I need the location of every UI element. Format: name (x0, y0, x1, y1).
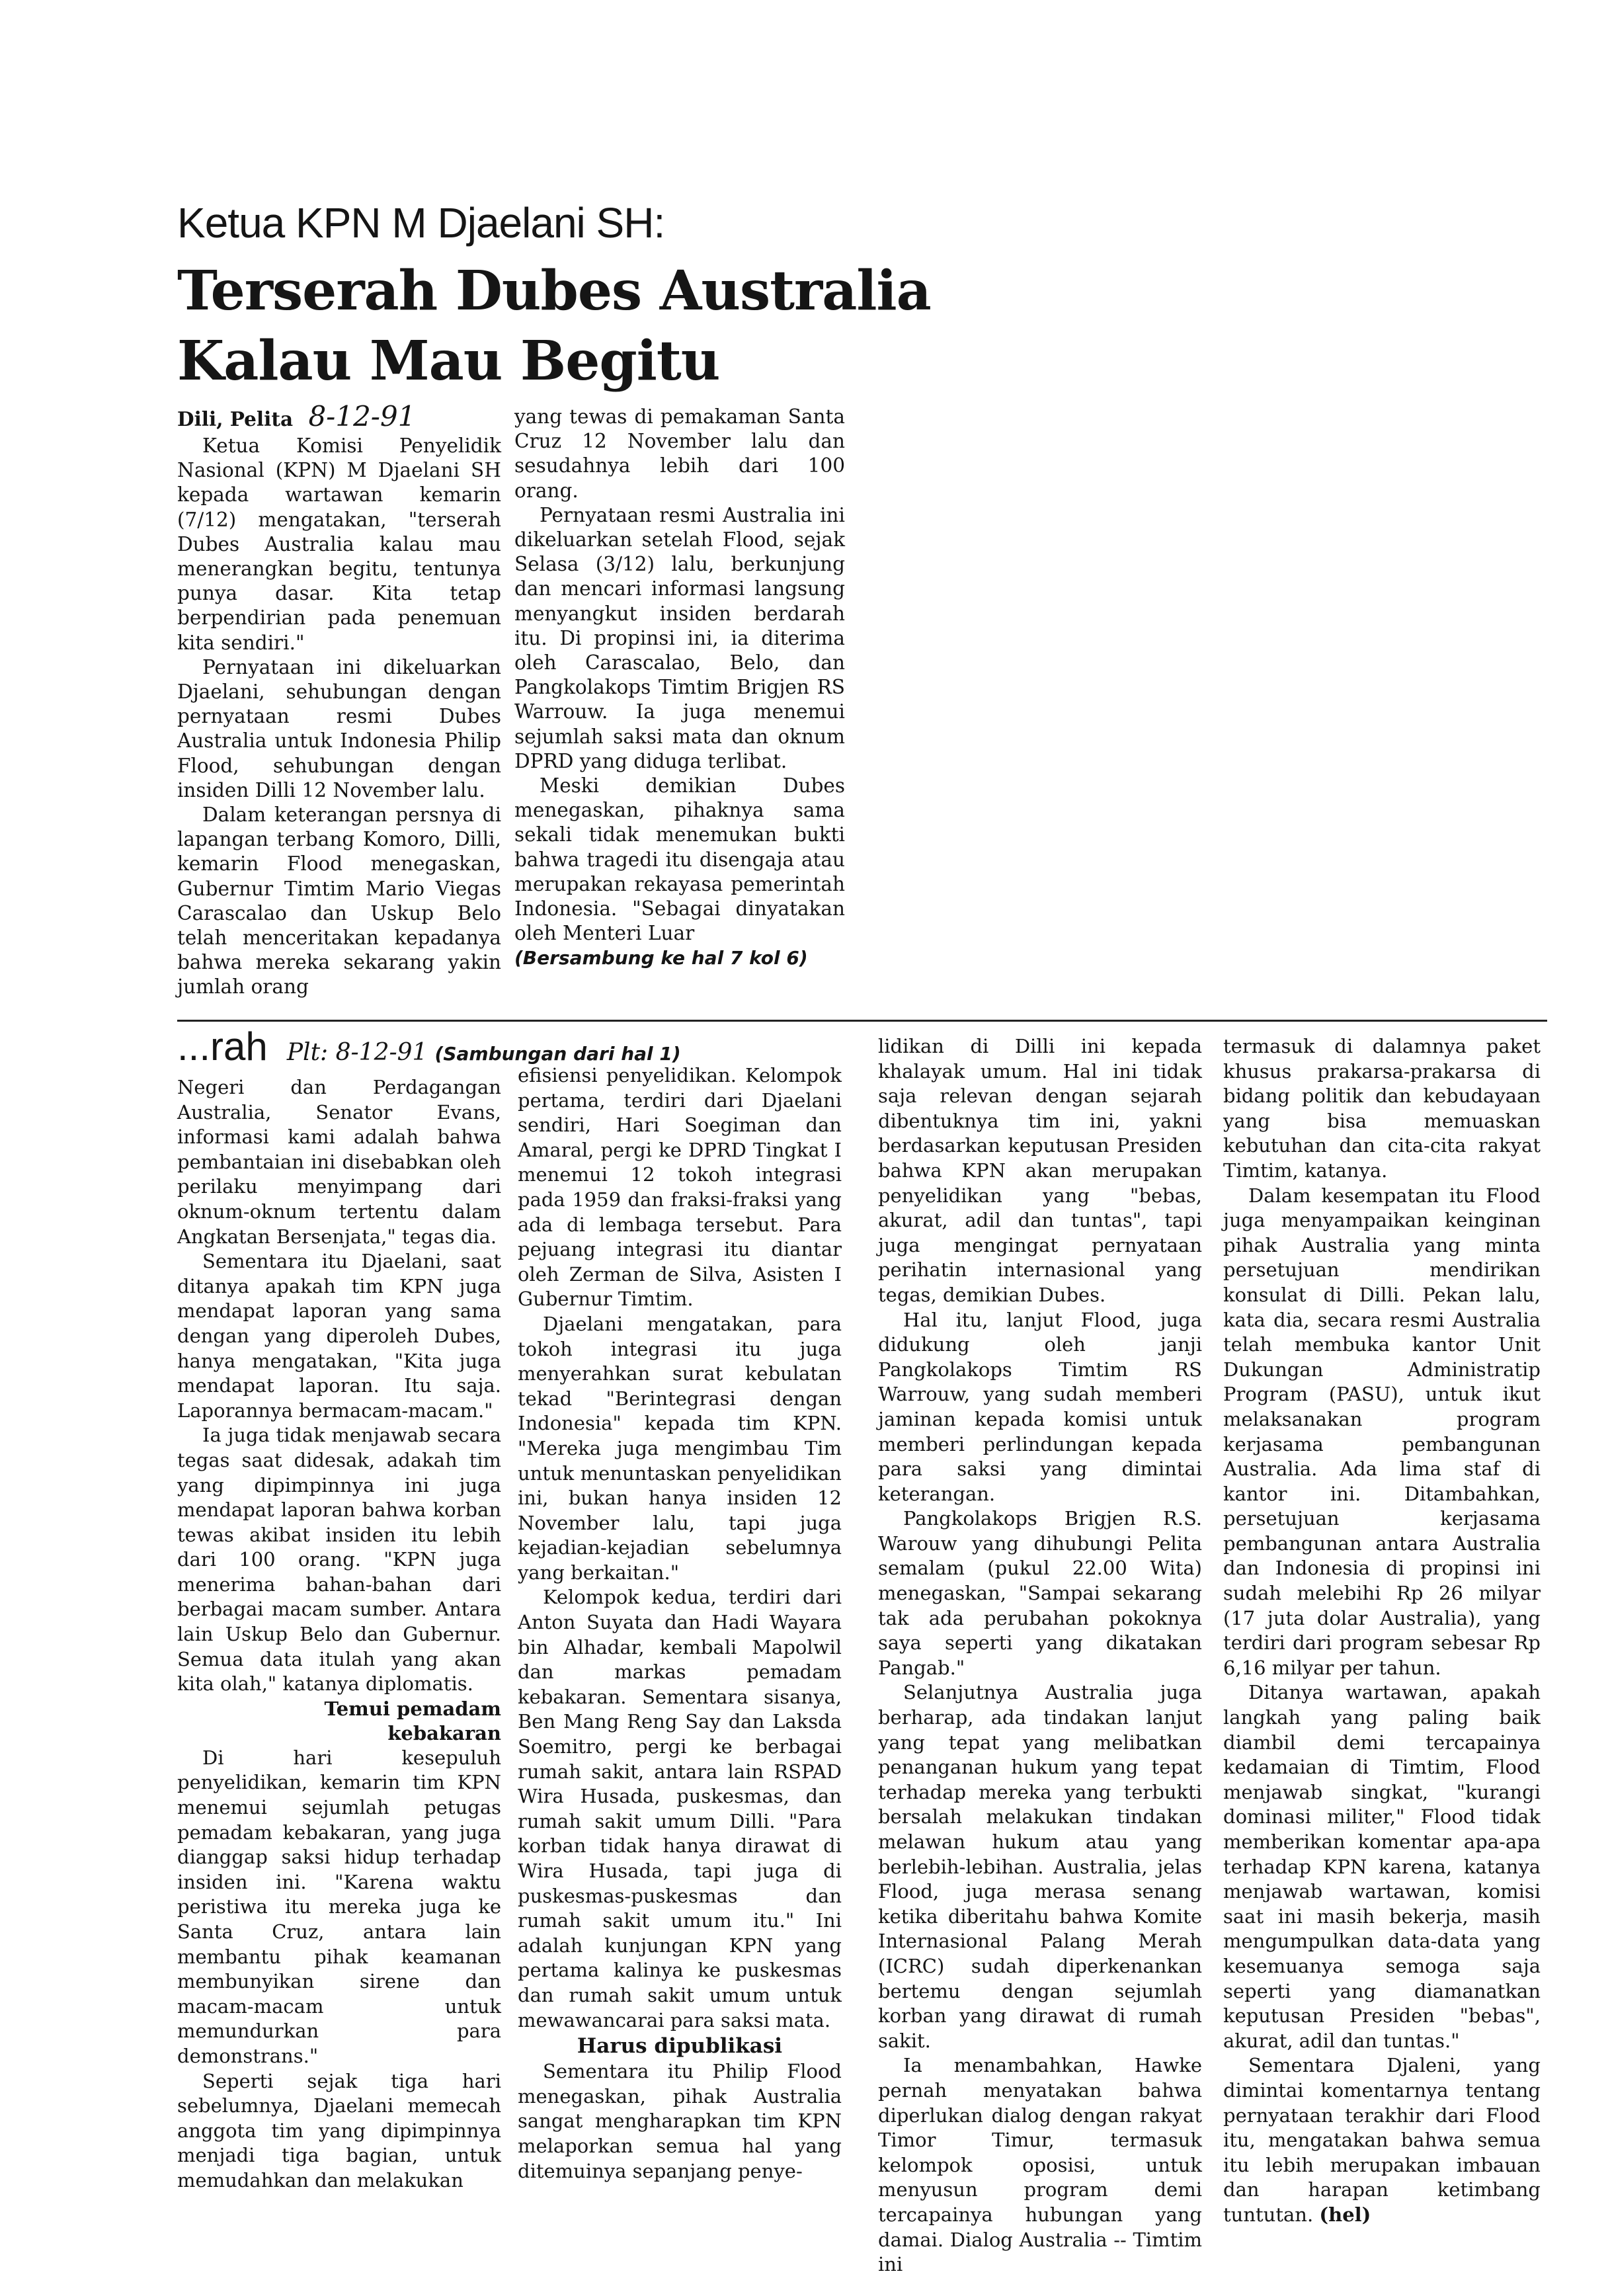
paragraph-with-byline (1223, 2053, 1541, 2227)
paragraph: Di hari kesepuluh penyelidikan, kemarin tim KPN menemui sejumlah petugas pemadam kebakaran, yang juga dianggap saksi hidup terhadap insiden ini. "Karena waktu peristiwa itu mereka juga ke Santa Cruz, antara lain membantu pihak keamanan membunyikan sirene dan macam-macam untuk memundurkan para demonstrans." (177, 1746, 501, 2067)
paragraph: Kelompok kedua, terdiri dari Anton Suyata dan Hadi Wayara bin Alhadar, kembali Mapolwil dan markas pemadam kebakaran. Sementara sisanya, Ben Mang Reng Say dan Laksda Soemitro, pergi ke berbagai rumah sakit, antara lain RSPAD Wira Husada, puskesmas, dan rumah sakit umum Dilli. "Para korban tidak hanya dirawat di Wira Husada, tapi juga di puskesmas-puskesmas dan rumah sakit umum itu." Ini adalah kunjungan KPN yang pertama kalinya ke puskesmas dan rumah sakit umum untuk mewawancarai para saksi mata. (518, 1586, 842, 2031)
dateline (177, 402, 501, 434)
section-divider (177, 1020, 1547, 1022)
paragraph: Hal itu, lanjut Flood, juga didukung oleh janji Pangkolakops Timtim RS Warrouw, yang sudah memberi jaminan kepada komisi untuk memberi perlindungan kepada para saksi yang dimintai keterangan. (878, 1308, 1202, 1505)
paragraph: Ditanya wartawan, apakah langkah yang paling baik diambil demi tercapainya kedamaian di Timtim, Flood menjawab singkat, "kurangi dominasi militer," Flood tidak memberikan komentar apa-apa terhadap KPN karena, katanya menjawab wartawan, komisi saat ini masih bekerja, masih mengumpulkan data-data yang kesemuanya semoga saja seperti yang diamanatkan keputusan Presiden "bebas", akurat, adil dan tuntas." (1223, 1681, 1541, 2052)
continuation-header-word: ...rah (177, 1024, 268, 1069)
paragraph: lidikan di Dilli ini kepada khalayak umum. Hal ini tidak saja relevan dengan sejarah dibentuknya tim ini, yakni berdasarkan keputusan Presiden bahwa KPN akan merupakan penyelidikan yang "bebas, akurat, adil dan tuntas", tapi juga mengingat pernyataan perihatin internasional yang tegas, demikian Dubes. (878, 1035, 1202, 1306)
upper-column-1 (177, 402, 501, 1000)
continued-notice: (Bersambung ke hal 7 kol 6) (514, 947, 808, 969)
continuation-handwritten-note: Plt: 8-12-91 (286, 1039, 428, 1066)
byline: (hel) (1319, 2203, 1371, 2226)
paragraph: Pangkolakops Brigjen R.S. Warouw yang dihubungi Pelita semalam (pukul 22.00 Wita) menegaskan, "Sampai sekarang tak ada perubahan pokoknya saya seperti yang dikatakan Pangab." (878, 1507, 1202, 1679)
paragraph: Ia juga tidak menjawab secara tegas saat didesak, adakah tim yang dipimpinnya ini juga mendapat laporan bahwa korban tewas akibat insiden itu lebih dari 100 orang. "KPN juga menerima bahan-bahan dari berbagai macam sumber. Antara lain Uskup Belo dan Gubernur. Semua data itulah yang akan kita olah," katanya diplomatis. (177, 1424, 501, 1696)
paragraph: Negeri dan Perdagangan Australia, Senator Evans, informasi kami adalah bahwa pembantaian ini disebabkan oleh perilaku menyimpang dari oknum-oknum tertentu dalam Angkatan Bersenjata," tegas dia. (177, 1076, 501, 1248)
continuation-column-2 (518, 1063, 842, 2184)
paragraph: Sementara itu Philip Flood menegaskan, pihak Australia sangat mengharapkan tim KPN melaporkan semua hal yang ditemuinya sepanjang penye- (518, 2060, 842, 2182)
paragraph-text: Sementara Djaleni, yang dimintai komentarnya tentang pernyataan terakhir dari Flood itu, mengatakan bahwa semua itu lebih merupakan imbauan dan harapan ketimbang tuntutan. (1223, 2054, 1541, 2226)
article-kicker: Ketua KPN M Djaelani SH: (177, 199, 665, 247)
subheading-line-1: Temui pemadam (324, 1697, 501, 1720)
continuation-label: (Sambungan dari hal 1) (434, 1043, 681, 1065)
paragraph: Seperti sejak tiga hari sebelumnya, Djaelani memecah anggota tim yang dipimpinnya menjadi tiga bagian, untuk memudahkan dan melakukan (177, 2069, 501, 2192)
subheading: Harus dipublikasi (577, 2034, 783, 2059)
upper-column-2 (514, 405, 845, 971)
paragraph: Selanjutnya Australia juga berharap, ada tindakan lanjut yang tepat yang melibatkan penanganan hukum yang tepat terhadap mereka yang terbukti bersalah melakukan tindakan melawan hukum atau yang berlebih-lebihan. Australia, jelas Flood, juga merasa senang ketika diberitahu bahwa Komite Internasional Palang Merah (ICRC) sudah diperkenankan bertemu dengan sejumlah korban yang dirawat di rumah sakit. (878, 1681, 1202, 2052)
paragraph: Ketua Komisi Penyelidik Nasional (KPN) M Djaelani SH kepada wartawan kemarin (7/12) mengatakan, "terserah Dubes Australia kalau mau menerangkan begitu, tentunya punya dasar. Kita tetap berpendirian pada penemuan kita sendiri." (177, 434, 501, 654)
dateline-handwritten-date: 8-12-91 (308, 400, 416, 432)
dateline-place: Dili, Pelita (177, 407, 294, 430)
paragraph: Pernyataan resmi Australia ini dikeluarkan setelah Flood, sejak Selasa (3/12) lalu, berkunjung dan mencari informasi langsung menyangkut insiden berdarah itu. Di propinsi ini, ia diterima oleh Carascalao, Belo, dan Pangkolakops Timtim Brigjen RS Warrouw. Ia juga menemui sejumlah saksi mata dan oknum DPRD yang diduga terlibat. (514, 503, 845, 772)
paragraph: Sementara itu Djaelani, saat ditanya apakah tim KPN juga mendapat laporan yang sama dengan yang diperoleh Dubes, hanya mengatakan, "Kita juga mendapat laporan. Itu saja. Laporannya bermacam-macam." (177, 1250, 501, 1422)
paragraph: Djaelani mengatakan, para tokoh integrasi itu juga menyerahkan surat kebulatan tekad "Berintegrasi dengan Indonesia" kepada tim KPN. "Mereka juga mengimbau Tim untuk menuntaskan penyelidikan ini, bukan hanya insiden 12 November lalu, tapi juga kejadian-kejadian sebelumnya yang berkaitan." (518, 1312, 842, 1584)
paragraph: Ia menambahkan, Hawke pernah menyatakan bahwa diperlukan dialog dengan rakyat Timor Timur, termasuk kelompok oposisi, untuk menyusun program demi tercapainya hubungan yang damai. Dialog Australia -- Timtim ini (878, 2054, 1202, 2276)
headline-line-1: Terserah Dubes Australia (177, 259, 931, 323)
continuation-section (177, 1024, 1547, 2274)
headline-line-2: Kalau Mau Begitu (177, 329, 720, 393)
continuation-column-3 (878, 1034, 1202, 2277)
paragraph: Dalam keterangan persnya di lapangan terbang Komoro, Dilli, kemarin Flood menegaskan, Gubernur Timtim Mario Viegas Carascalao dan Uskup Belo telah menceritakan kepadanya bahwa mereka sekarang yakin jumlah orang (177, 803, 501, 999)
paragraph: Dalam kesempatan itu Flood juga menyampaikan keinginan pihak Australia yang minta persetujuan mendirikan konsulat di Dilli. Pekan lalu, kata dia, secara resmi Australia telah membuka kantor Unit Dukungan Administratip Program (PASU), untuk ikut melaksanakan program kerjasama pembangunan Australia. Ada lima staf di kantor ini. Ditambahkan, persetujuan kerjasama pembangunan antara Australia dan Indonesia di propinsi ini sudah melebihi Rp 26 milyar (17 juta dolar Australia), yang terdiri dari program sebesar Rp 6,16 milyar per tahun. (1223, 1184, 1541, 1679)
continuation-column-1 (177, 1075, 501, 2194)
subheading-line-2: kebakaran (387, 1721, 501, 1744)
continuation-column-4 (1223, 1034, 1541, 2228)
paragraph: termasuk di dalamnya paket khusus prakarsa-prakarsa di bidang politik dan kebudayaan yang bisa memuaskan kebutuhan dan cita-cita rakyat Timtim, katanya. (1223, 1035, 1541, 1182)
paragraph: Meski demikian Dubes menegaskan, pihaknya sama sekali tidak menemukan bukti bahwa tragedi itu disengaja atau merupakan rekayasa pemerintah Indonesia. "Sebagai dinyatakan oleh Menteri Luar (514, 774, 845, 945)
paragraph: Pernyataan ini dikeluarkan Djaelani, sehubungan dengan pernyataan resmi Dubes Australia untuk Indonesia Philip Flood, sehubungan dengan insiden Dilli 12 November lalu. (177, 655, 501, 801)
paragraph: yang tewas di pemakaman Santa Cruz 12 November lalu dan sesudahnya lebih dari 100 orang. (514, 405, 845, 502)
article-upper (177, 0, 931, 1015)
paragraph: efisiensi penyelidikan. Kelompok pertama, terdiri dari Djaelani sendiri, Hari Soegiman dan Amaral, pergi ke DPRD Tingkat I menemui 12 tokoh integrasi pada 1959 dan fraksi-fraksi yang ada di lembaga tersebut. Para pejuang integrasi itu diantar oleh Zerman de Silva, Asisten I Gubernur Timtim. (518, 1064, 842, 1311)
